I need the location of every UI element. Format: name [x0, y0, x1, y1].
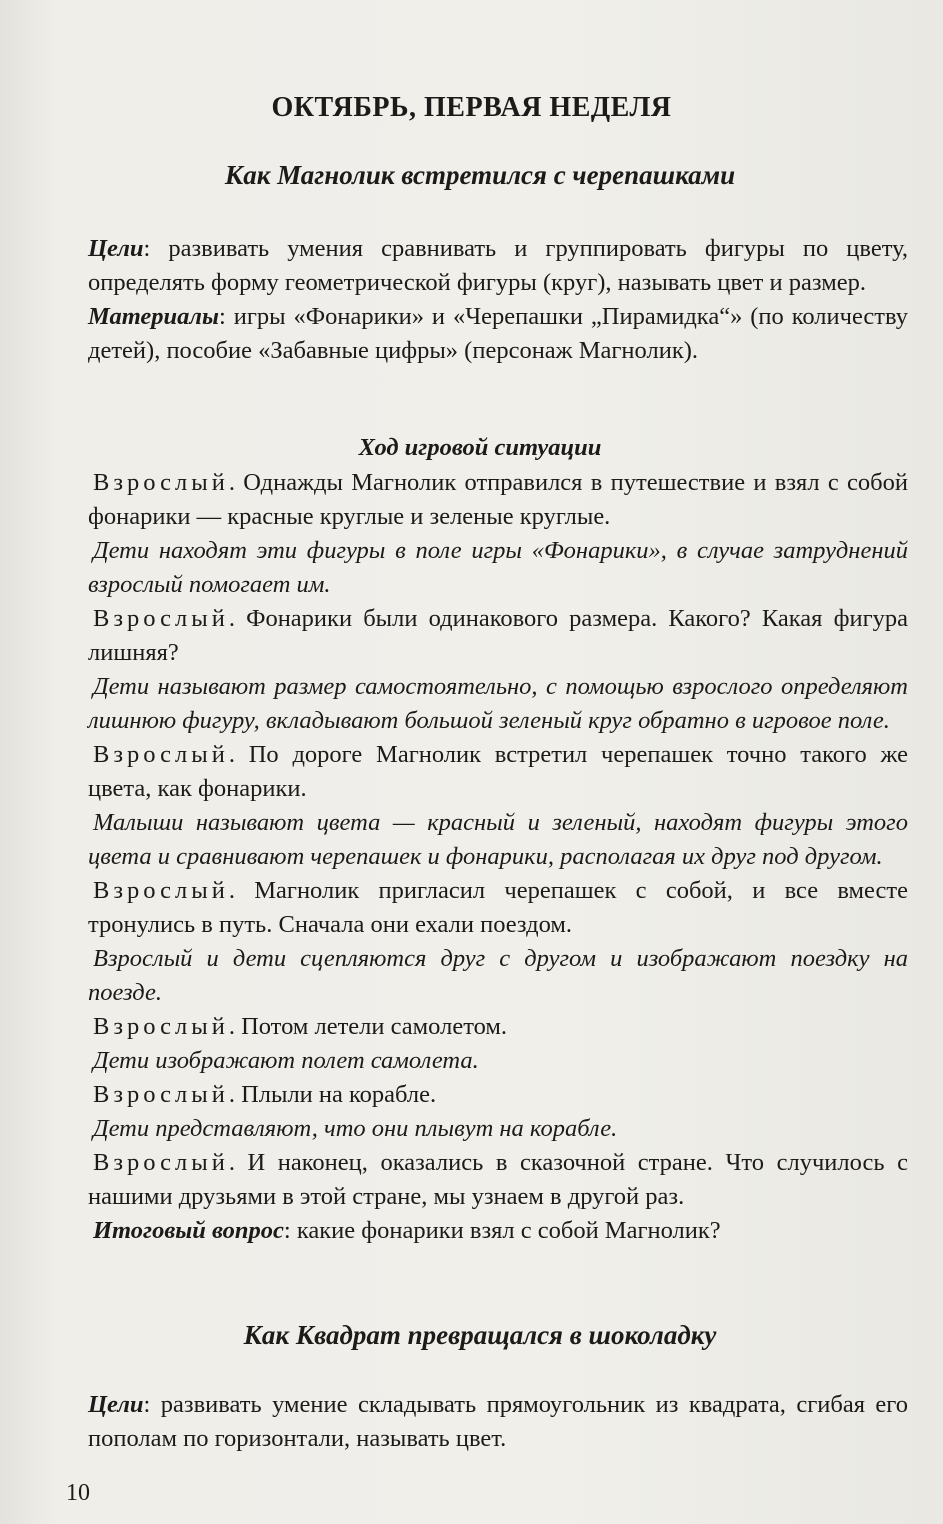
- dialog-note-5: Дети изображают полет самолета.: [93, 1047, 479, 1074]
- dialog-note-2: Дети называют размер самостоятельно, с помощью взрослого определяют лишнюю фигуру, вкладывают большой зеленый круг обратно в игровое поле.: [88, 673, 908, 734]
- goals-text: : развивать умение складывать прямоугольник из квадрата, сгибая его пополам по горизонтали, называть цвет.: [88, 1391, 908, 1452]
- dialog-adult-6: Взрослый. Плыли на корабле.: [93, 1081, 437, 1108]
- materials-text: : игры «Фонарики» и «Черепашки „Пирамидка“» (по количеству детей), пособие «Забавные цифры» (персонаж Магнолик).: [88, 303, 908, 364]
- goals-label: Цели: [88, 1391, 144, 1418]
- speaker-label: Взрослый: [93, 877, 229, 904]
- dialog-adult-4: Взрослый. Магнолик пригласил черепашек с собой, и все вместе тронулись в путь. Сначала они ехали поездом.: [88, 877, 908, 938]
- dialog-note-3: Малыши называют цвета — красный и зеленый, находят фигуры этого цвета и сравнивают черепашек и фонарики, располагая их друг под другом.: [88, 809, 908, 870]
- section2-goals-block: [88, 1388, 908, 1456]
- materials-paragraph: [88, 300, 908, 368]
- dialog-note-1: Дети находят эти фигуры в поле игры «Фонарики», в случае затруднений взрослый помогает им.: [88, 537, 908, 598]
- final-question: [88, 1214, 908, 1248]
- page-number: 10: [66, 1480, 90, 1506]
- dialog-adult-3: Взрослый. По дороге Магнолик встретил черепашек точно такого же цвета, как фонарики.: [88, 741, 908, 802]
- section2-title: Как Квадрат превращался в шоколадку: [243, 1320, 717, 1350]
- speaker-label: Взрослый: [93, 1013, 229, 1040]
- materials-label: Материалы: [88, 303, 219, 330]
- goals-paragraph: [88, 232, 908, 300]
- speaker-label: Взрослый: [93, 741, 229, 768]
- section2-goals-paragraph: [88, 1388, 908, 1456]
- goals-block: [88, 232, 908, 368]
- section-title: Как Магнолик встретился с черепашками: [224, 160, 736, 190]
- dialog-adult-2: Взрослый. Фонарики были одинакового размера. Какого? Какая фигура лишняя?: [88, 605, 908, 666]
- dialog-note-6: Дети представляют, что они плывут на корабле.: [93, 1115, 618, 1142]
- dialog-note-4: Взрослый и дети сцепляются друг с другом и изображают поездку на поезде.: [88, 945, 908, 1006]
- goals-text: : развивать умения сравнивать и группировать фигуры по цвету, определять форму геометрической фигуры (круг), называть цвет и размер.: [88, 235, 908, 296]
- dialog-adult-7: Взрослый. И наконец, оказались в сказочной стране. Что случилось с нашими друзьями в этой стране, мы узнаем в другой раз.: [88, 1149, 908, 1210]
- dialog-block: [88, 466, 908, 1248]
- page-title: ОКТЯБРЬ, ПЕРВАЯ НЕДЕЛЯ: [271, 92, 672, 123]
- course-title: Ход игровой ситуации: [358, 434, 602, 461]
- goals-label: Цели: [88, 235, 144, 262]
- dialog-adult-1: Взрослый. Однажды Магнолик отправился в путешествие и взял с собой фонарики — красные круглые и зеленые круглые.: [88, 469, 908, 530]
- dialog-adult-5: Взрослый. Потом летели самолетом.: [93, 1013, 507, 1040]
- final-label: Итоговый вопрос: [93, 1217, 284, 1244]
- speaker-label: Взрослый: [93, 1081, 229, 1108]
- speaker-label: Взрослый: [93, 1149, 229, 1176]
- speaker-label: Взрослый: [93, 605, 229, 632]
- final-text: : какие фонарики взял с собой Магнолик?: [283, 1217, 721, 1244]
- speaker-label: Взрослый: [93, 469, 229, 496]
